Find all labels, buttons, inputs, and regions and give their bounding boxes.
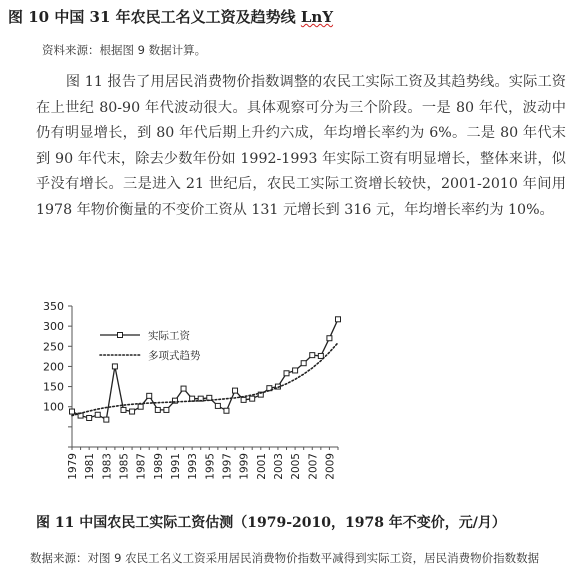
figure-10-title-main: 图 10 中国 31 年农民工名义工资及趋势线 [8,8,296,26]
real-wage-line [72,319,338,419]
legend-marker-real-wage [118,333,123,338]
x-tick-label: 1979 [67,453,79,480]
data-point [301,361,306,366]
data-point [164,407,169,412]
figure-10-source-note: 资料来源：根据图 9 数据计算。 [42,43,207,57]
data-point [147,393,152,398]
x-tick-label: 1989 [152,453,165,480]
data-point [130,409,135,414]
data-point [87,415,92,420]
y-tick-label: 100 [43,400,64,414]
y-tick-label: 150 [43,380,64,394]
figure-10-title [8,6,333,27]
data-point [284,371,289,376]
x-tick-label: 1999 [238,453,251,480]
data-source-note: 数据来源：对图 9 农民工名义工资采用居民消费物价指数平减得到实际工资，居民消费物价指数数据 [30,551,540,565]
x-tick-label: 2003 [272,453,285,480]
x-tick-label: 1987 [135,453,148,480]
y-tick-label: 250 [43,340,64,354]
data-point [95,412,100,417]
data-point [224,408,229,413]
figure-11-caption: 图 11 中国农民工实际工资估测（1979-2010，1978 年不变价，元/月） [36,515,506,531]
data-point [336,317,341,322]
data-point [138,404,143,409]
data-point [155,407,160,412]
x-tick-label: 2005 [290,453,303,480]
data-point [318,353,323,358]
data-point [233,388,238,393]
x-tick-label: 2009 [324,453,337,480]
data-point [112,364,117,369]
data-point [310,353,315,358]
y-tick-label: 300 [43,320,64,334]
x-tick-label: 1995 [204,453,217,480]
x-tick-label: 1985 [118,453,131,480]
data-point [241,397,246,402]
x-tick-label: 1981 [84,453,97,480]
data-point [293,368,298,373]
data-point [70,409,75,414]
data-point [250,396,255,401]
plot-area [43,300,341,480]
legend-label-trend: 多项式趋势 [148,350,201,362]
y-tick-label: 200 [43,360,64,374]
x-tick-label: 1993 [187,453,200,480]
figure-10-title-suffix: LnY [300,8,334,26]
x-tick-label: 1997 [221,453,234,480]
data-point [181,386,186,391]
real-wage-chart [20,292,360,512]
x-tick-label: 2001 [255,453,268,480]
data-point [104,417,109,422]
legend-label-real-wage: 实际工资 [148,330,190,342]
trend-line [72,343,338,416]
data-point [327,336,332,341]
x-tick-label: 1983 [101,453,114,480]
y-tick-label: 350 [43,300,64,313]
x-tick-label: 1991 [169,453,182,480]
data-point [121,407,126,412]
x-tick-label: 2007 [307,453,320,480]
data-point [215,403,220,408]
body-paragraph: 图 11 报告了用居民消费物价指数调整的农民工实际工资及其趋势线。实际工资在上世纪 80-90 年代波动很大。具体观察可分为三个阶段。一是 80 年代，波动中仍有明显增长，到 80 年代后期上升约六成，年均增长率约为 6%。二是 80 年代末到 90 年代末，除去少数年份如 1992-1993 年实际工资有明显增长，整体来讲，似乎没有增长。三是进入 21 世纪后，农民工实际工资增长较快，2001-2010 年间用 1978 年物价衡量的不变价工资从 131 元增长到 316 元，年均增长率约为 10%。 [36,74,566,218]
